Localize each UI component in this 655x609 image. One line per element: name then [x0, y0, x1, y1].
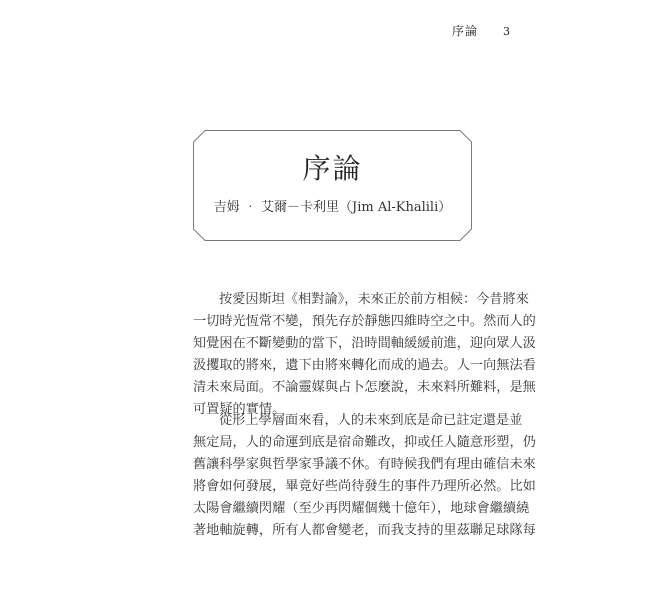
text-line: 太陽會繼續閃耀（至少再閃耀個幾十億年），地球會繼續繞	[193, 501, 530, 516]
running-head-section: 序論	[452, 24, 479, 38]
text-line: 舊讓科學家與哲學家爭議不休。有時候我們有理由確信未來	[193, 457, 536, 472]
page-number: 3	[503, 25, 510, 38]
text-line: 按愛因斯坦《相對論》，未來正於前方相候：今昔將來	[219, 292, 529, 307]
text-line: 著地軸旋轉，所有人都會變老，而我支持的里茲聯足球隊每	[193, 523, 536, 538]
text-line: 一切時光恆常不變，預先存於靜態四維時空之中。然而人的	[193, 314, 536, 329]
text-line: 將會如何發展，畢竟好些尚待發生的事件乃理所必然。比如	[193, 479, 536, 494]
chapter-title: 序論	[302, 152, 363, 185]
text-line: 知覺困在不斷變動的當下，沿時間軸緩緩前進，迎向眾人汲	[193, 336, 536, 351]
paragraph-2	[193, 410, 536, 542]
text-line: 可置疑的實情。	[193, 402, 286, 417]
text-line: 無定局，人的命運到底是宿命難改，抑或任人隨意形塑，仍	[193, 435, 536, 450]
text-line: 汲攫取的將來，遺下由將來轉化而成的過去。人一向無法看	[193, 358, 536, 373]
text-line: 清未來局面。不論靈媒與占卜怎麼說，未來料所難料，是無	[193, 380, 536, 395]
chapter-author: 吉姆 ‧ 艾爾－卡利里（Jim Al-Khalili）	[213, 200, 452, 215]
text-line: 從形上學層面來看，人的未來到底是命已註定還是並	[219, 413, 523, 428]
